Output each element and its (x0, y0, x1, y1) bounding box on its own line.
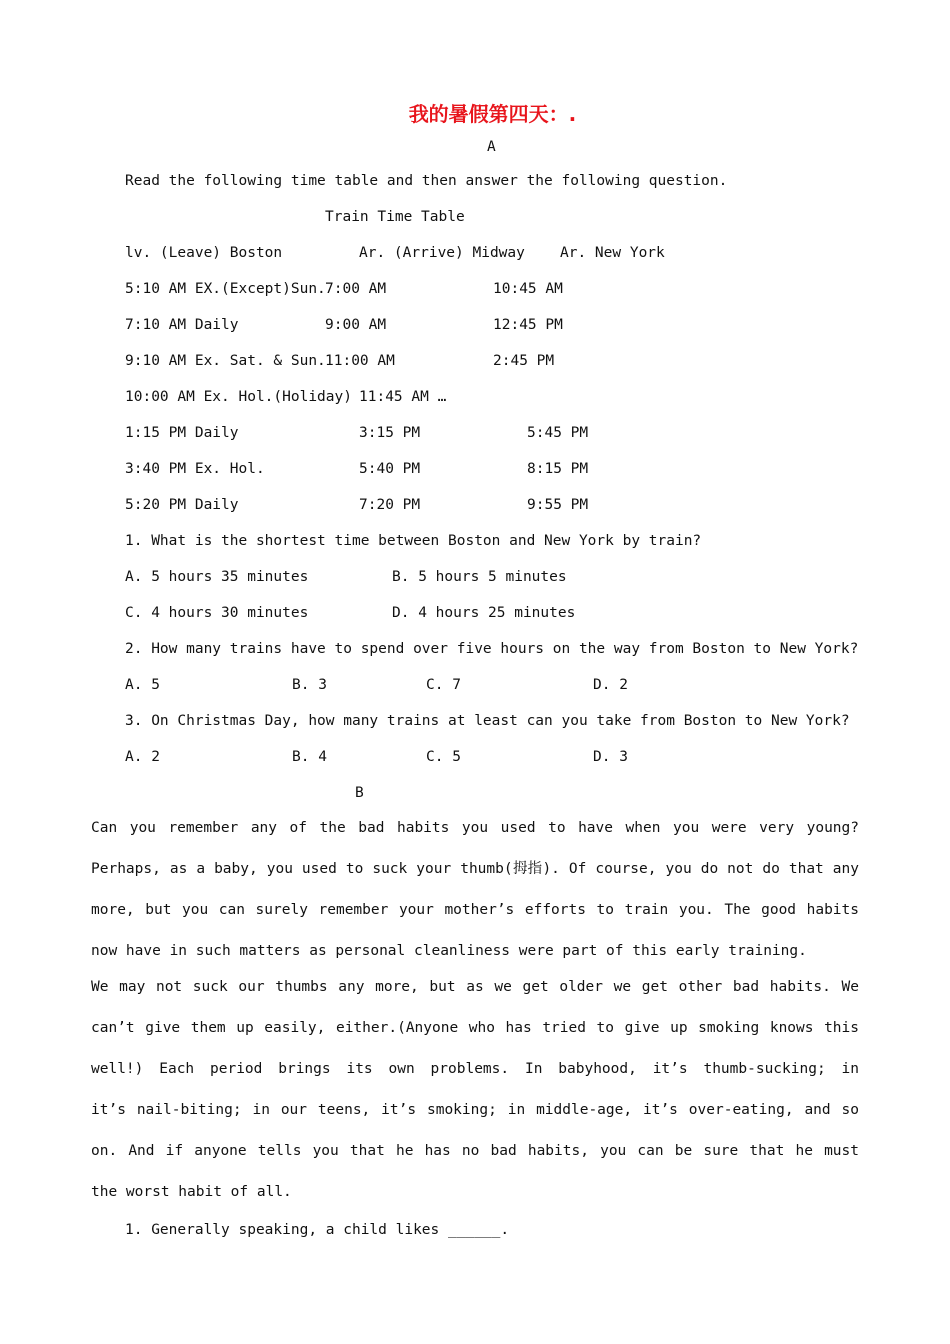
option-d: D. 4 hours 25 minutes (392, 605, 576, 621)
table-title: Train Time Table (325, 209, 465, 225)
table-cell: 3:40 PM Ex. Hol. (125, 461, 265, 477)
header-arrive-newyork: Ar. New York (560, 245, 665, 261)
option-c: C. 7 (426, 677, 461, 693)
option-a: A. 5 hours 35 minutes (125, 569, 309, 585)
paragraph-line: well!) Each period brings its own problems. In babyhood, it’s thumb-sucking; in (91, 1061, 859, 1077)
table-cell: 1:15 PM Daily (125, 425, 239, 441)
option-d: D. 3 (593, 749, 628, 765)
instruction: Read the following time table and then answer the following question. (125, 173, 728, 189)
table-cell: 9:55 PM (527, 497, 589, 513)
paragraph-line: more, but you can surely remember your mother’s efforts to train you. The good habits (91, 902, 859, 918)
page-title: 我的暑假第四天：. (408, 102, 577, 126)
option-b: B. 5 hours 5 minutes (392, 569, 567, 585)
paragraph-line: now have in such matters as personal cleanliness were part of this early training. (91, 943, 807, 959)
option-c: C. 5 (426, 749, 461, 765)
option-d: D. 2 (593, 677, 628, 693)
table-cell: 5:40 PM (359, 461, 421, 477)
option-a: A. 2 (125, 749, 160, 765)
table-cell: 11:00 AM (325, 353, 395, 369)
table-cell: 5:45 PM (527, 425, 589, 441)
paragraph-line: Perhaps, as a baby, you used to suck your thumb(拇指). Of course, you do not do that any (91, 861, 859, 877)
option-b: B. 4 (292, 749, 327, 765)
table-cell: 10:45 AM (493, 281, 563, 297)
question-text: 3. On Christmas Day, how many trains at least can you take from Boston to New York? (125, 713, 850, 729)
header-leave-boston: lv. (Leave) Boston (125, 245, 283, 261)
question-text: 1. What is the shortest time between Boston and New York by train? (125, 533, 702, 549)
table-cell: 7:20 PM (359, 497, 421, 513)
table-cell: 5:10 AM EX.(Except)Sun. (125, 281, 326, 297)
table-cell: 7:10 AM Daily (125, 317, 239, 333)
option-c: C. 4 hours 30 minutes (125, 605, 309, 621)
paragraph-line: Can you remember any of the bad habits you used to have when you were very young? (91, 820, 859, 836)
paragraph-line: it’s nail-biting; in our teens, it’s smoking; in middle-age, it’s over-eating, and so (91, 1102, 859, 1118)
paragraph-line: can’t give them up easily, either.(Anyone who has tried to give up smoking knows this (91, 1020, 859, 1036)
table-cell: 9:10 AM Ex. Sat. & Sun. (125, 353, 326, 369)
question-text: 1. Generally speaking, a child likes ______. (125, 1222, 510, 1238)
option-a: A. 5 (125, 677, 160, 693)
table-cell: 9:00 AM (325, 317, 387, 333)
section-a-heading: A (487, 139, 496, 155)
paragraph-2 (91, 967, 859, 1213)
table-cell: 10:00 AM Ex. Hol.(Holiday) (125, 389, 352, 405)
paragraph-line: We may not suck our thumbs any more, but as we get older we get other bad habits. We (91, 979, 859, 995)
section-b-heading: B (355, 785, 364, 801)
option-b: B. 3 (292, 677, 327, 693)
table-cell: 3:15 PM (359, 425, 421, 441)
header-arrive-midway: Ar. (Arrive) Midway (359, 245, 525, 261)
paragraph-1 (91, 808, 859, 972)
question-text: 2. How many trains have to spend over five hours on the way from Boston to New York? (125, 641, 859, 657)
paragraph-line: on. And if anyone tells you that he has no bad habits, you can be sure that he must (91, 1143, 859, 1159)
table-cell: 7:00 AM (325, 281, 387, 297)
table-cell: 12:45 PM (493, 317, 563, 333)
table-cell: 2:45 PM (493, 353, 555, 369)
table-cell: 11:45 AM … (359, 389, 447, 405)
table-cell: 8:15 PM (527, 461, 589, 477)
table-cell: 5:20 PM Daily (125, 497, 239, 513)
paragraph-line: the worst habit of all. (91, 1184, 292, 1200)
